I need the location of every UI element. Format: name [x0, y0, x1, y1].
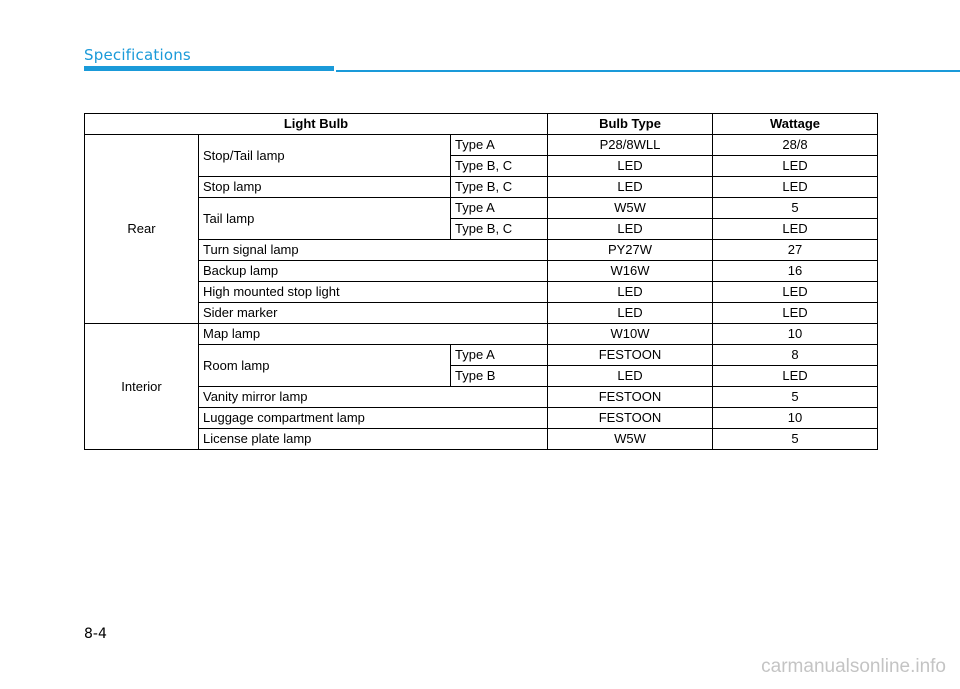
row-label: Map lamp — [199, 324, 548, 345]
header-rule — [336, 70, 960, 72]
row-label: Stop/Tail lamp — [199, 135, 451, 177]
row-subtype: Type B, C — [451, 219, 548, 240]
row-subtype: Type B, C — [451, 156, 548, 177]
bulb-type-cell: W10W — [548, 324, 713, 345]
table-row — [85, 240, 878, 261]
bulb-type-cell: LED — [548, 219, 713, 240]
row-subtype: Type A — [451, 345, 548, 366]
wattage-cell: LED — [713, 282, 878, 303]
table-header-row — [85, 114, 878, 135]
wattage-cell: LED — [713, 366, 878, 387]
wattage-cell: LED — [713, 303, 878, 324]
row-label: Sider marker — [199, 303, 548, 324]
table-row — [85, 387, 878, 408]
wattage-cell: 5 — [713, 198, 878, 219]
table-row — [85, 198, 878, 219]
bulb-type-cell: W16W — [548, 261, 713, 282]
row-label: Tail lamp — [199, 198, 451, 240]
table-row — [85, 135, 878, 156]
bulb-spec-table — [84, 113, 878, 450]
table-row — [85, 282, 878, 303]
table-row — [85, 408, 878, 429]
row-label: License plate lamp — [199, 429, 548, 450]
wattage-cell: LED — [713, 156, 878, 177]
row-label: Turn signal lamp — [199, 240, 548, 261]
wattage-cell: LED — [713, 219, 878, 240]
header-rule-accent — [84, 66, 334, 71]
wattage-cell: LED — [713, 177, 878, 198]
wattage-cell: 5 — [713, 387, 878, 408]
table-row — [85, 177, 878, 198]
row-label: Stop lamp — [199, 177, 451, 198]
row-label: Room lamp — [199, 345, 451, 387]
row-subtype: Type A — [451, 135, 548, 156]
section-title: Specifications — [84, 46, 191, 64]
watermark: carmanualsonline.info — [761, 656, 946, 677]
table-row — [85, 324, 878, 345]
row-subtype: Type B, C — [451, 177, 548, 198]
wattage-cell: 5 — [713, 429, 878, 450]
wattage-cell: 28/8 — [713, 135, 878, 156]
wattage-cell: 8 — [713, 345, 878, 366]
wattage-cell: 27 — [713, 240, 878, 261]
wattage-cell: 16 — [713, 261, 878, 282]
row-label: High mounted stop light — [199, 282, 548, 303]
group-interior: Interior — [85, 324, 199, 450]
col-header-bulb-type: Bulb Type — [548, 114, 713, 135]
row-subtype: Type A — [451, 198, 548, 219]
bulb-type-cell: W5W — [548, 429, 713, 450]
bulb-type-cell: FESTOON — [548, 387, 713, 408]
table-row — [85, 345, 878, 366]
wattage-cell: 10 — [713, 408, 878, 429]
group-rear: Rear — [85, 135, 199, 324]
wattage-cell: 10 — [713, 324, 878, 345]
page-number: 8-4 — [84, 626, 107, 642]
row-label: Luggage compartment lamp — [199, 408, 548, 429]
bulb-type-cell: LED — [548, 366, 713, 387]
table-row — [85, 303, 878, 324]
bulb-type-cell: FESTOON — [548, 408, 713, 429]
bulb-type-cell: P28/8WLL — [548, 135, 713, 156]
row-subtype: Type B — [451, 366, 548, 387]
bulb-type-cell: PY27W — [548, 240, 713, 261]
bulb-type-cell: LED — [548, 177, 713, 198]
table-row — [85, 261, 878, 282]
col-header-light-bulb: Light Bulb — [85, 114, 548, 135]
bulb-type-cell: FESTOON — [548, 345, 713, 366]
row-label: Backup lamp — [199, 261, 548, 282]
table-row — [85, 429, 878, 450]
bulb-type-cell: LED — [548, 156, 713, 177]
bulb-type-cell: LED — [548, 282, 713, 303]
bulb-type-cell: W5W — [548, 198, 713, 219]
col-header-wattage: Wattage — [713, 114, 878, 135]
row-label: Vanity mirror lamp — [199, 387, 548, 408]
bulb-type-cell: LED — [548, 303, 713, 324]
